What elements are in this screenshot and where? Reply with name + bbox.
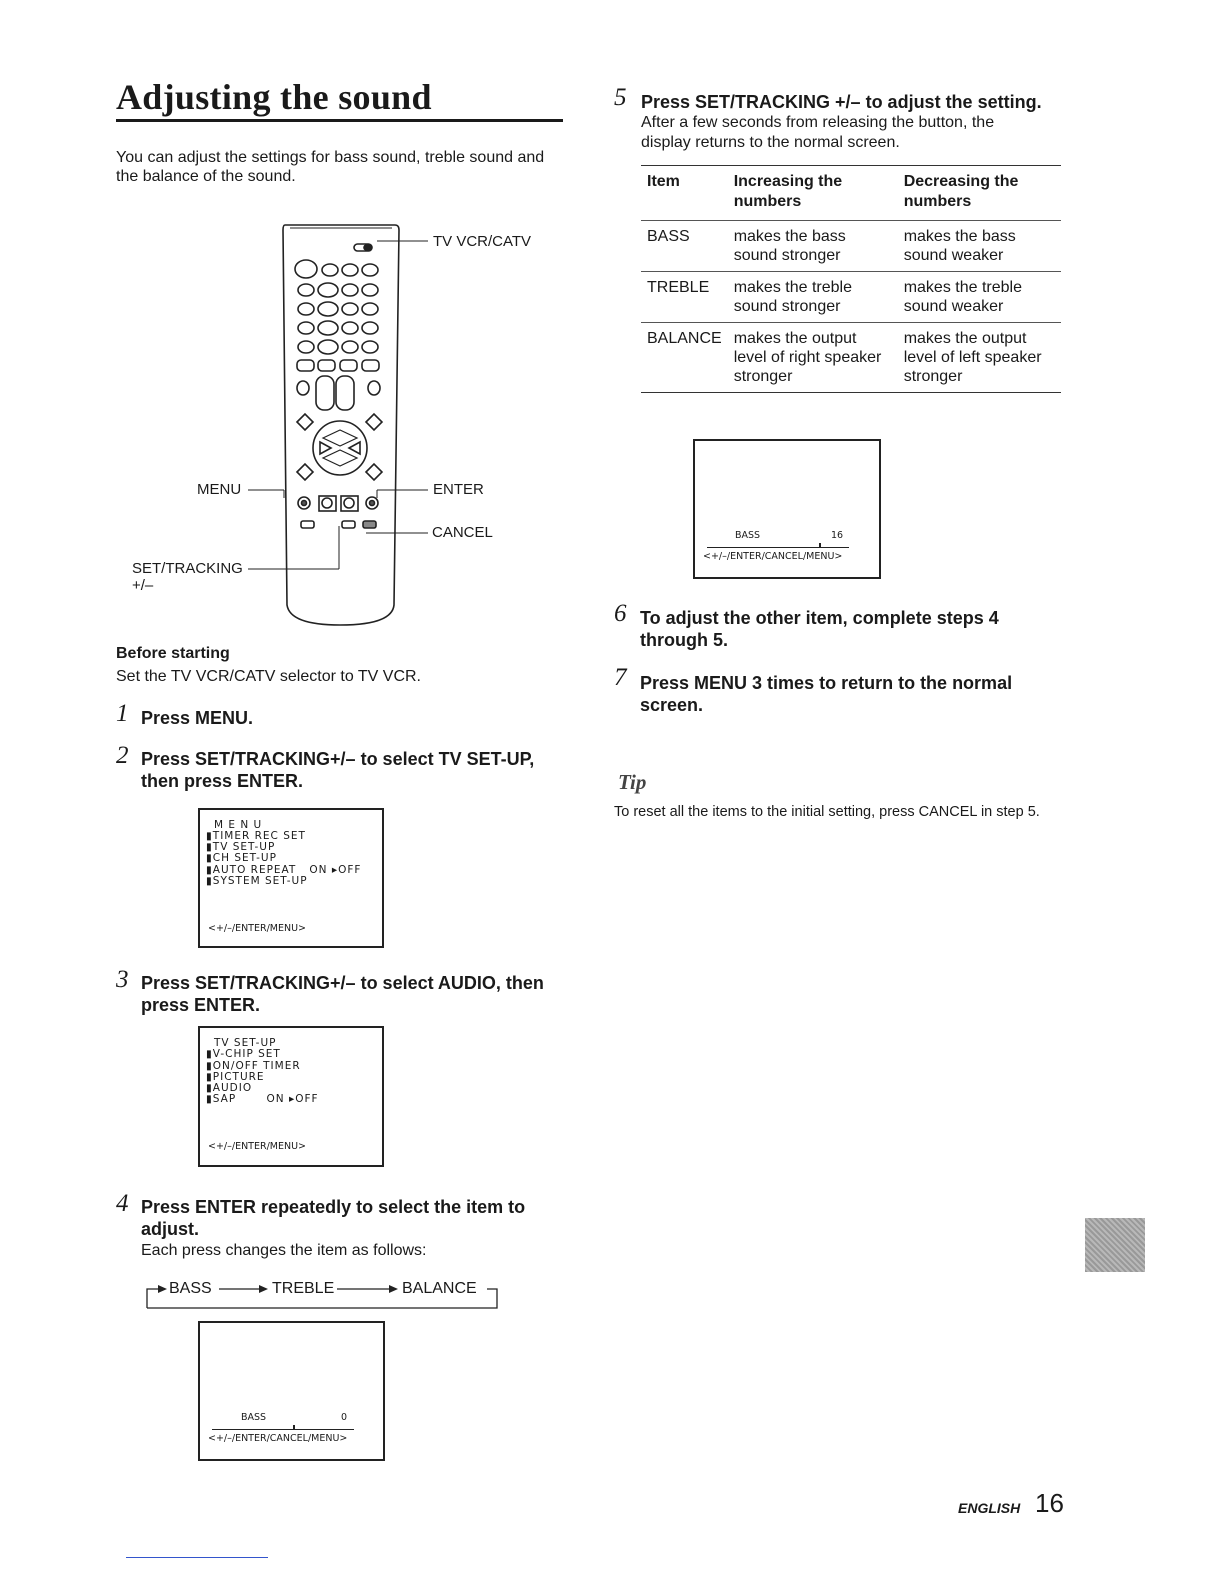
osd-tvsetup-screen: TV SET-UP ▮V-CHIP SET ▮ON/OFF TIMER ▮PICTURE ▮AUDIO ▮SAP ON ▸OFF <+/–/ENTER/MENU>: [198, 1026, 384, 1167]
label-enter: ENTER: [433, 481, 484, 498]
osd-nav-hint: <+/–/ENTER/CANCEL/MENU>: [208, 1433, 348, 1444]
before-starting-heading: Before starting: [116, 645, 230, 662]
osd-line: SAP ON ▸OFF: [212, 1093, 319, 1105]
sound-adjust-table: [641, 165, 1061, 393]
table-header: Decreasing the numbers: [898, 166, 1061, 221]
step-heading: Press MENU.: [141, 708, 254, 728]
step-number: 3: [116, 966, 129, 993]
title-rule: [116, 119, 563, 122]
table-cell: makes the treble sound stronger: [728, 272, 898, 323]
step-heading: Press SET/TRACKING+/– to select TV SET-UP, then press ENTER.: [141, 749, 535, 791]
table-cell: BALANCE: [641, 323, 728, 393]
osd-nav-hint: <+/–/ENTER/MENU>: [208, 1141, 307, 1152]
osd-line: TV SET-UP: [214, 1037, 277, 1049]
step-number: 7: [614, 664, 627, 691]
osd-line: M E N U: [214, 819, 263, 831]
step-heading: Press SET/TRACKING+/– to select AUDIO, then press ENTER.: [141, 973, 544, 1015]
step-heading: Press ENTER repeatedly to select the item to adjust.: [141, 1197, 526, 1239]
osd-line: PICTURE: [212, 1071, 265, 1083]
label-cancel: CANCEL: [432, 524, 493, 541]
step-body: Each press changes the item as follows:: [141, 1242, 427, 1259]
cycle-item-balance: BALANCE: [402, 1280, 477, 1297]
table-cell: makes the bass sound stronger: [728, 221, 898, 272]
before-starting-body: Set the TV VCR/CATV selector to TV VCR.: [116, 668, 421, 685]
osd-nav-hint: <+/–/ENTER/CANCEL/MENU>: [703, 551, 843, 562]
osd-nav-hint: <+/–/ENTER/MENU>: [208, 923, 307, 934]
table-cell: makes the output level of left speaker stronger: [898, 323, 1061, 393]
table-header-row: [641, 166, 1061, 221]
osd-line: SYSTEM SET-UP: [212, 875, 308, 887]
osd-line: AUTO REPEAT ON ▸OFF: [212, 864, 362, 876]
osd-line: TIMER REC SET: [212, 830, 306, 842]
osd-bass-value: 0: [341, 1412, 348, 1423]
footer-language: ENGLISH: [958, 1500, 1021, 1516]
osd-bass-sixteen-screen: [693, 439, 881, 579]
osd-line: AUDIO: [212, 1082, 253, 1094]
step-body: After a few seconds from releasing the button, the display returns to the normal screen.: [641, 114, 995, 151]
tip-label: Tip: [618, 770, 647, 794]
page-title: Adjusting the sound: [116, 77, 432, 117]
intro-text: You can adjust the settings for bass sound, treble sound and the balance of the sound.: [116, 149, 545, 185]
step-heading: Press SET/TRACKING +/– to adjust the setting.: [641, 92, 1042, 112]
table-cell: makes the treble sound weaker: [898, 272, 1061, 323]
osd-line: CH SET-UP: [212, 852, 277, 864]
cycle-item-treble: TREBLE: [272, 1280, 335, 1297]
table-cell: makes the bass sound weaker: [898, 221, 1061, 272]
osd-line: ON/OFF TIMER: [212, 1060, 301, 1072]
step-number: 2: [116, 742, 129, 769]
label-tv-vcr-catv: TV VCR/CATV: [433, 233, 532, 250]
step-number: 5: [614, 84, 627, 111]
label-menu: MENU: [197, 481, 242, 498]
step-number: 4: [116, 1190, 129, 1217]
table-row: [641, 221, 1061, 272]
osd-level-bar: [212, 1429, 354, 1430]
table-header: Increasing the numbers: [728, 166, 898, 221]
label-plus-minus: +/–: [132, 577, 154, 594]
osd-bass-label: BASS: [241, 1412, 267, 1423]
step-number: 6: [614, 600, 627, 627]
label-set-tracking: SET/TRACKING: [132, 560, 243, 577]
table-header: Item: [641, 166, 728, 221]
osd-level-marker: [293, 1425, 295, 1430]
bottom-rule: [126, 1557, 268, 1558]
step-number: 1: [116, 700, 129, 727]
table-cell: TREBLE: [641, 272, 728, 323]
osd-menu-screen: M E N U ▮TIMER REC SET ▮TV SET-UP ▮CH SET-UP ▮AUTO REPEAT ON ▸OFF ▮SYSTEM SET-UP <+/–/ENTER/MENU>: [198, 808, 384, 948]
step-heading: Press MENU 3 times to return to the normal screen.: [640, 673, 1013, 715]
osd-line: V-CHIP SET: [212, 1048, 281, 1060]
step-heading: To adjust the other item, complete steps 4 through 5.: [640, 608, 999, 650]
table-row: [641, 272, 1061, 323]
table-cell: BASS: [641, 221, 728, 272]
section-tab-marker: [1085, 1218, 1145, 1272]
page-number: 16: [1035, 1488, 1064, 1518]
osd-bass-value: 16: [831, 530, 844, 541]
osd-level-bar: [707, 547, 849, 548]
tip-body: To reset all the items to the initial setting, press CANCEL in step 5.: [614, 804, 1040, 820]
osd-level-marker: [819, 543, 821, 548]
osd-bass-label: BASS: [735, 530, 761, 541]
osd-line: TV SET-UP: [212, 841, 276, 853]
osd-bass-zero-screen: [198, 1321, 385, 1461]
table-row: [641, 323, 1061, 393]
table-cell: makes the output level of right speaker stronger: [728, 323, 898, 393]
remote-control-illustration: [120, 220, 560, 640]
cycle-item-bass: BASS: [169, 1280, 212, 1297]
